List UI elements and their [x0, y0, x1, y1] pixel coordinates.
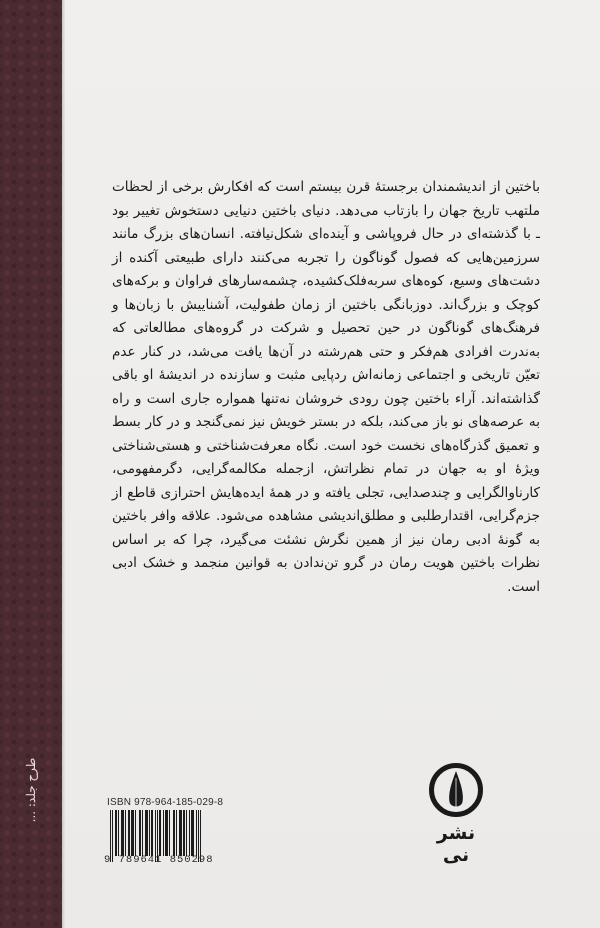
publisher-logo [426, 762, 486, 866]
isbn-barcode [104, 797, 224, 866]
reed-leaf-in-circle-icon [428, 762, 484, 818]
cover-design-credit: طرح جلد: ... [24, 757, 38, 823]
publisher-name: نشر نی [436, 822, 476, 866]
back-cover-blurb [112, 176, 540, 599]
book-spine [0, 0, 62, 928]
isbn-label: ISBN 978-964-185-029-8 [107, 797, 224, 808]
barcode-digits: 9 789641 850298 [104, 854, 214, 866]
blurb-paragraph: باختین از اندیشمندان برجستهٔ قرن بیستم است که افکارش برخی از لحظات ملتهب تاریخ جهان را بازتاب می‌دهد. دنیای باختین دنیایی دستخوش تغییر بود ـ با گذشته‌ای در حال فروپاشی و آینده‌ای شکل‌نیافته. انسان‌های بزرگ مانند سرزمین‌هایی که فصول گوناگون را تجربه می‌کنند دارای طبیعتی آکنده از دشت‌های وسیع، کوه‌های سربه‌فلک‌کشیده، چشمه‌سارهای فراوان و برکه‌های کوچک و بزرگ‌اند. دوزبانگی باختین از زمان طفولیت، آشناییش با زبان‌ها و فرهنگ‌های گوناگون در حین تحصیل و شرکت در گروه‌های مطالعاتی که به‌ندرت افرادی هم‌فکر و حتی هم‌رشته در آن‌ها یافت می‌شد، در کنار عدم تعیّن تاریخی و اجتماعی زمانه‌اش ردپایی مثبت و سازنده در اندیشهٔ او باقی گذاشته‌اند. آراء باختین چون رودی خروشان نه‌تنها همواره جاری است و راه به عرصه‌های نو باز می‌کند، بلکه در بستر خویش نیز نمی‌گنجد و در کار بسط و تعمیق گذرگاه‌های نخست خود است. نگاه معرفت‌شناختی و هستی‌شناختی ویژهٔ او به جهان در تمام نظراتش، ازجمله مکالمه‌گرایی، دگرمفهومی، کارناوالگرایی و چندصدایی، تجلی یافته و در همهٔ ایده‌هایش احترازی قاطع از جزم‌گرایی، اقتدارطلبی و مطلق‌اندیشی مشاهده می‌شود. علاقه وافر باختین به گونهٔ ادبی رمان نیز از همین نگرش نشئت می‌گیرد، چرا که بر اساس نظرات باختین هویت رمان در گرو تن‌ندادن به قوانین منجمد و خشک ادبی است. [112, 179, 540, 595]
